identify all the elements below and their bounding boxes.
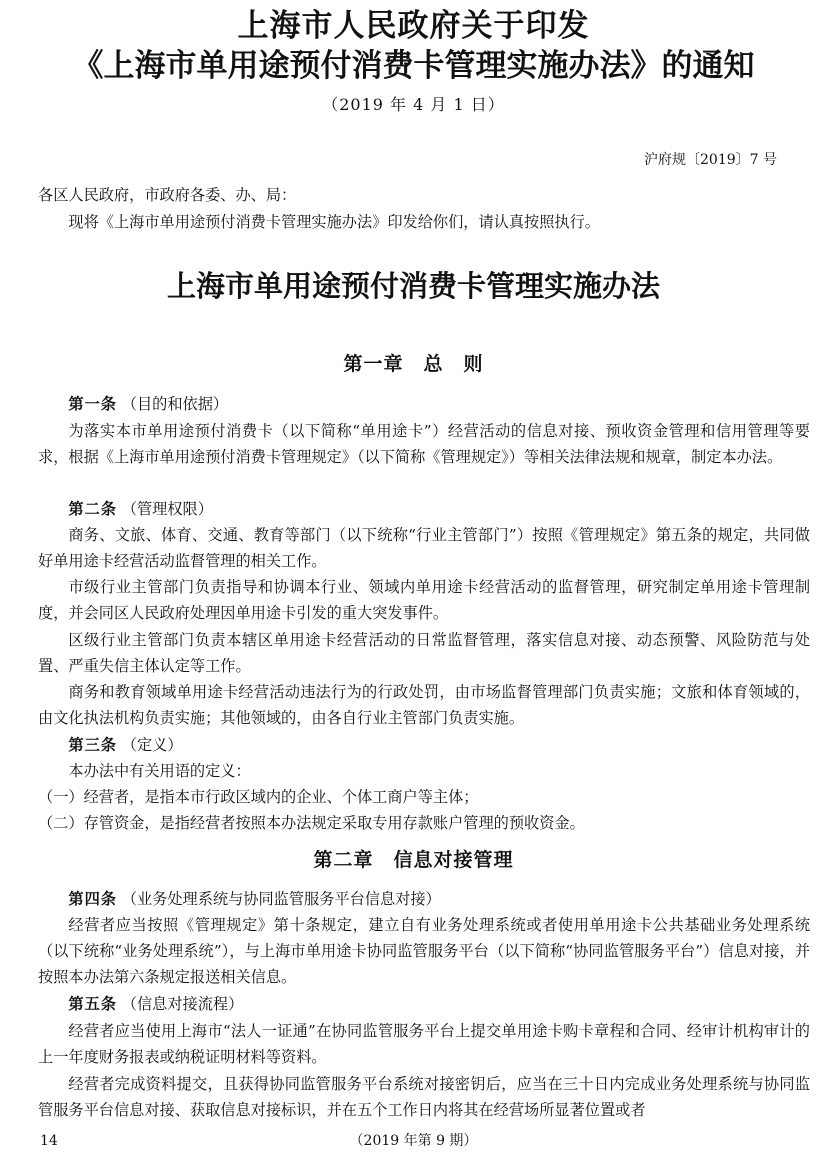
article3-item2: （二）存管资金，是指经营者按照本办法规定采取专用存款账户管理的预收资金。 <box>38 814 585 832</box>
article2-paragraph2: 市级行业主管部门负责指导和协调本行业、领域内单用途卡经营活动的监督管理，研究制定单用途卡管理制度，并会同区人民政府处理因单用途卡引发的重大突发事件。 <box>38 578 810 623</box>
issue-label: （2019 年第 9 期） <box>349 1133 478 1149</box>
article1-heading <box>38 391 810 417</box>
article4-number: 第四条 <box>68 890 117 908</box>
notice-title-line1: 上海市人民政府关于印发 <box>237 8 590 44</box>
article5-heading <box>38 991 810 1017</box>
notice-body: 现将《上海市单用途预付消费卡管理实施办法》印发给你们，请认真按照执行。 <box>68 213 600 231</box>
article5-paragraph2: 经营者完成资料提交，且获得协同监管服务平台系统对接密钥后，应当在三十日内完成业务处理系统与协同监管服务平台信息对接、获取信息对接标识，并在五个工作日内将其在经营场所显著位置或者 <box>38 1075 810 1120</box>
article5-topic: （信息对接流程） <box>121 995 244 1013</box>
article4-topic: （业务处理系统与协同监管服务平台信息对接） <box>121 890 441 908</box>
article3-topic: （定义） <box>121 736 183 754</box>
article2-paragraph4: 商务和教育领域单用途卡经营活动违法行为的行政处罚，由市场监督管理部门负责实施；文旅和体育领域的，由文化执法机构负责实施；其他领域的，由各自行业主管部门负责实施。 <box>38 683 810 728</box>
article2-heading <box>38 496 810 522</box>
article1-topic: （目的和依据） <box>121 395 229 413</box>
chapter2-title: 第二章 信息对接管理 <box>313 849 514 871</box>
chapter1-title: 第一章 总 则 <box>343 353 484 375</box>
article1-number: 第一条 <box>68 395 117 413</box>
regulation-title: 上海市单用途预付消费卡管理实施办法 <box>166 269 660 303</box>
page-number: 14 <box>40 1133 58 1149</box>
article2-number: 第二条 <box>68 500 117 518</box>
notice-date: （2019 年 4 月 1 日） <box>322 95 505 114</box>
document-number: 沪府规〔2019〕7 号 <box>644 152 777 168</box>
article2-paragraph3: 区级行业主管部门负责本辖区单用途卡经营活动的日常监督管理，落实信息对接、动态预警、风险防范与处置、严重失信主体认定等工作。 <box>38 631 810 676</box>
article2-paragraph1: 商务、文旅、体育、交通、教育等部门（以下统称“行业主管部门”）按照《管理规定》第五条的规定，共同做好单用途卡经营活动监督管理的相关工作。 <box>38 526 810 571</box>
article5-paragraph1: 经营者应当使用上海市“法人一证通”在协同监管服务平台上提交单用途卡购卡章程和合同、经审计机构审计的上一年度财务报表或纳税证明材料等资料。 <box>38 1022 810 1067</box>
article4-paragraph1: 经营者应当按照《管理规定》第十条规定，建立自有业务处理系统或者使用单用途卡公共基础业务处理系统（以下统称“业务处理系统”），与上海市单用途卡协同监管服务平台（以下简称“协同监管服务平台”）信息对接，并按照本办法第六条规定报送相关信息。 <box>38 916 810 987</box>
article5-number: 第五条 <box>68 995 117 1013</box>
article2-topic: （管理权限） <box>121 500 213 518</box>
article3-number: 第三条 <box>68 736 117 754</box>
notice-recipients: 各区人民政府，市政府各委、办、局： <box>38 186 297 204</box>
article1-paragraph1: 为落实本市单用途预付消费卡（以下简称“单用途卡”）经营活动的信息对接、预收资金管理和信用管理等要求，根据《上海市单用途预付消费卡管理规定》（以下简称《管理规定》）等相关法律法规和规章，制定本办法。 <box>38 422 810 467</box>
article4-heading <box>38 886 810 912</box>
notice-title-line2: 《上海市单用途预付消费卡管理实施办法》的通知 <box>72 48 755 84</box>
article3-paragraph1: 本办法中有关用语的定义： <box>68 762 251 780</box>
article3-heading <box>38 732 810 758</box>
article3-item1: （一）经营者，是指本市行政区域内的企业、个体工商户等主体； <box>38 788 479 806</box>
